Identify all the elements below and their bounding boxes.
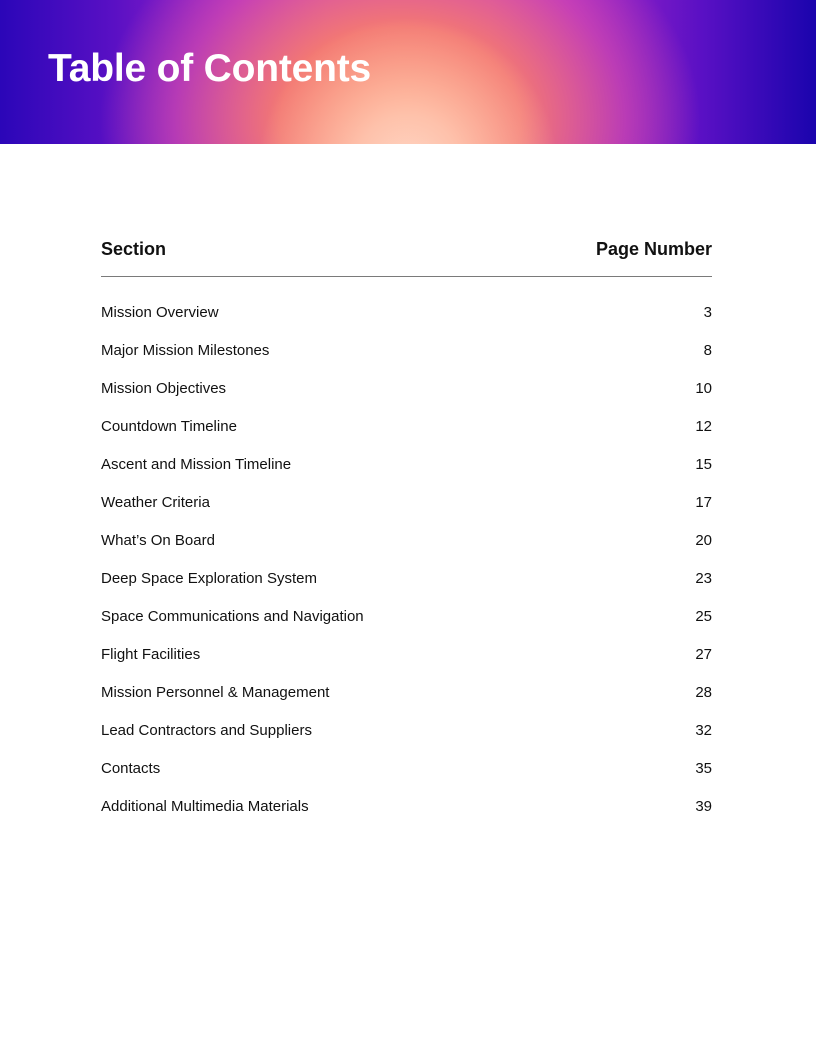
toc-section-title: Mission Overview	[101, 303, 219, 321]
toc-row	[101, 749, 712, 787]
toc-section-title: Lead Contractors and Suppliers	[101, 721, 312, 739]
toc-page-number: 28	[695, 683, 712, 701]
toc-page-number: 12	[695, 417, 712, 435]
page-title: Table of Contents	[48, 47, 372, 90]
toc-row	[101, 559, 712, 597]
toc-row	[101, 407, 712, 445]
toc-page-number: 20	[695, 531, 712, 549]
toc-row	[101, 331, 712, 369]
toc-section-title: Mission Personnel & Management	[101, 683, 330, 701]
toc-page-number: 35	[695, 759, 712, 777]
toc-row	[101, 483, 712, 521]
toc-row	[101, 673, 712, 711]
page-number-column-header: Page Number	[595, 239, 712, 259]
header-banner	[0, 0, 816, 144]
toc-row	[101, 597, 712, 635]
toc-section-title: Mission Objectives	[101, 379, 227, 397]
toc-section-title: Ascent and Mission Timeline	[101, 455, 292, 473]
toc-page-number: 10	[695, 379, 712, 397]
toc-row	[101, 521, 712, 559]
toc-header-row	[101, 232, 712, 266]
toc-page-number: 23	[695, 569, 712, 587]
toc-page-number: 3	[703, 303, 712, 321]
toc-section-title: What’s On Board	[101, 531, 215, 549]
toc-page-number: 8	[703, 341, 712, 359]
toc-section-title: Contacts	[101, 759, 161, 777]
header-divider	[101, 276, 712, 277]
toc-list	[101, 293, 712, 825]
section-column-header: Section	[101, 239, 167, 259]
toc-row	[101, 787, 712, 825]
toc-page-number: 15	[695, 455, 712, 473]
toc-section-title: Flight Facilities	[101, 645, 201, 663]
toc-section-title: Major Mission Milestones	[101, 341, 270, 359]
toc-row	[101, 369, 712, 407]
toc-row	[101, 293, 712, 331]
toc-page-number: 39	[695, 797, 712, 815]
toc-page-number: 32	[695, 721, 712, 739]
toc-section-title: Weather Criteria	[101, 493, 210, 511]
toc-page-number: 17	[695, 493, 712, 511]
toc-section-title: Deep Space Exploration System	[101, 569, 317, 587]
toc-section-title: Additional Multimedia Materials	[101, 797, 309, 815]
toc-row	[101, 635, 712, 673]
table-of-contents	[101, 232, 712, 825]
toc-section-title: Countdown Timeline	[101, 417, 237, 435]
toc-row	[101, 711, 712, 749]
toc-page-number: 25	[695, 607, 712, 625]
toc-page-number: 27	[695, 645, 712, 663]
toc-row	[101, 445, 712, 483]
toc-section-title: Space Communications and Navigation	[101, 607, 364, 625]
